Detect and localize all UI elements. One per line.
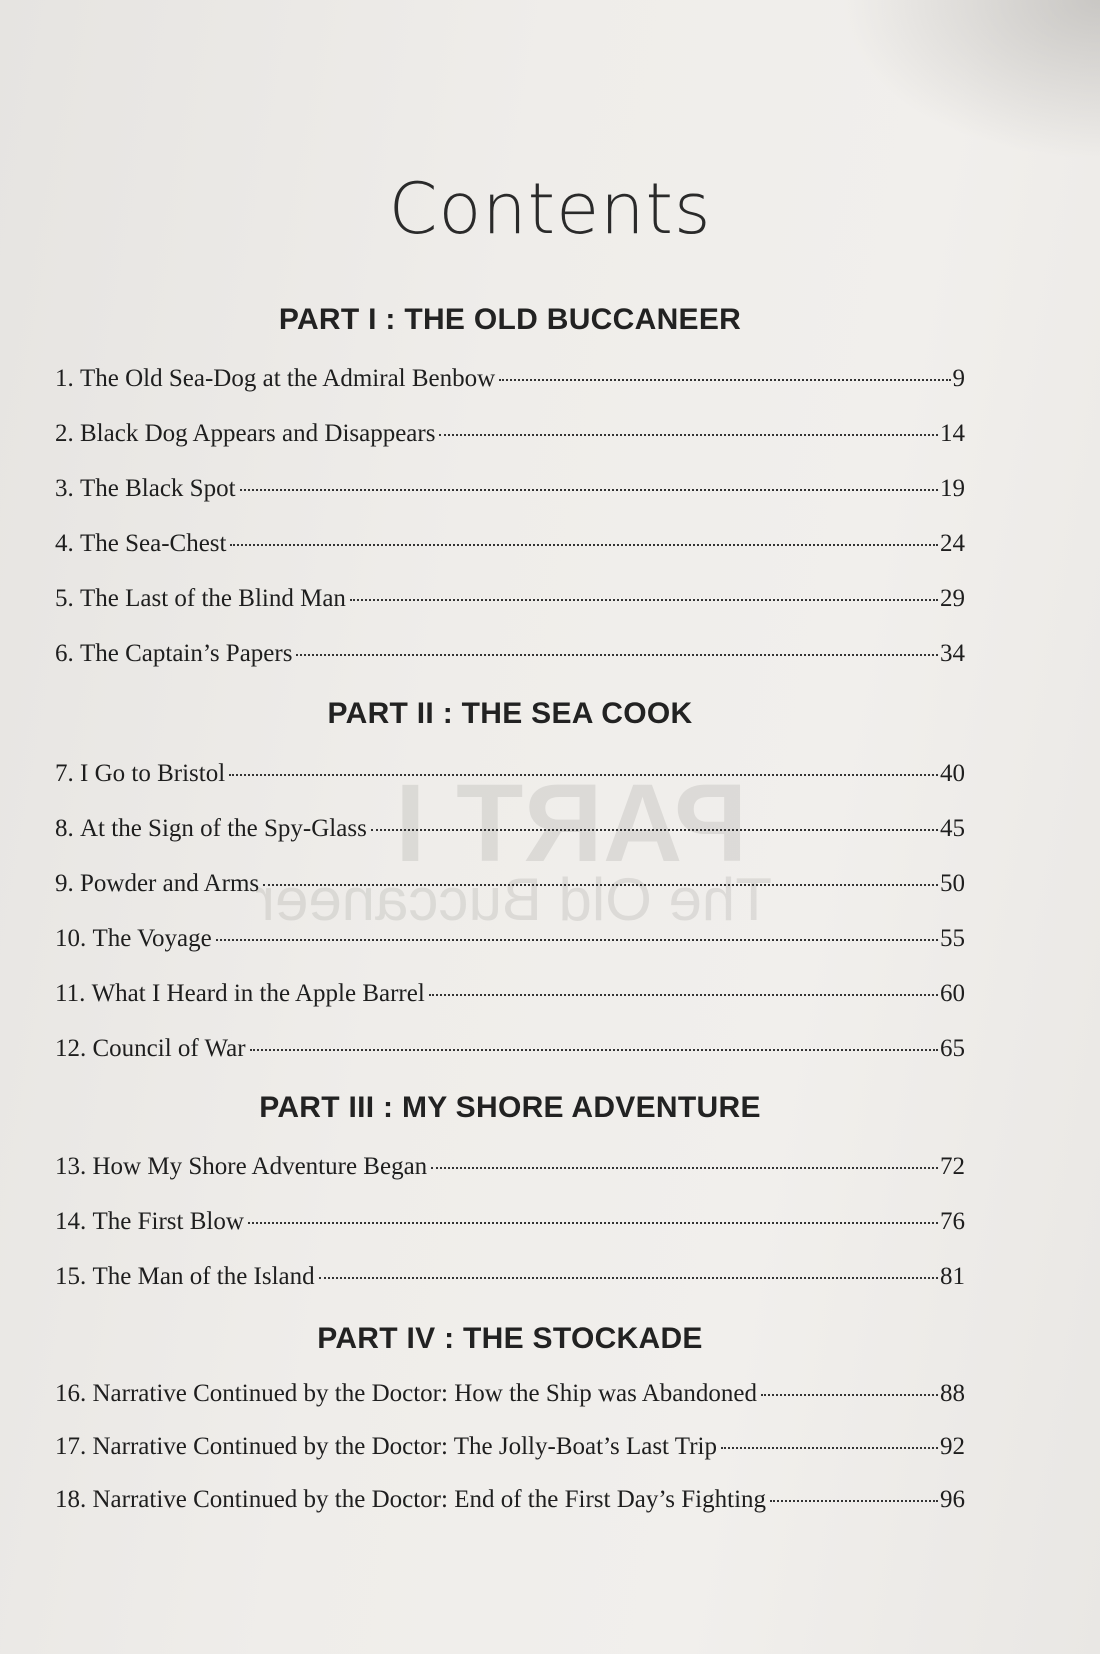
chapter-title: The Captain’s Papers [80, 640, 293, 667]
chapter-number: 5. [55, 585, 74, 612]
page-number: 55 [940, 925, 965, 952]
chapter-title: What I Heard in the Apple Barrel [91, 980, 425, 1007]
chapter-number: 13. [55, 1153, 87, 1180]
toc-entry [55, 530, 965, 564]
page-number: 92 [940, 1433, 965, 1460]
part-heading: PART IV : THE STOCKADE [317, 1322, 703, 1355]
part-heading: PART III : MY SHORE ADVENTURE [259, 1091, 761, 1124]
page-corner-shadow [840, 0, 1100, 160]
page-number: 34 [940, 640, 965, 667]
chapter-title: The Sea-Chest [80, 530, 227, 557]
dot-leader [721, 1447, 938, 1449]
chapter-number: 2. [55, 420, 74, 447]
page-number: 40 [940, 760, 965, 787]
page-number: 76 [940, 1208, 965, 1235]
dot-leader [248, 1222, 938, 1224]
toc-entry [55, 1208, 965, 1242]
chapter-title: The Black Spot [80, 475, 236, 502]
dot-leader [296, 654, 938, 656]
toc-entry [55, 870, 965, 904]
chapter-number: 15. [55, 1263, 87, 1290]
chapter-number: 6. [55, 640, 74, 667]
chapter-title: Council of War [92, 1035, 246, 1062]
chapter-number: 10. [55, 925, 87, 952]
page-number: 14 [940, 420, 965, 447]
dot-leader [230, 544, 938, 546]
chapter-title: The Last of the Blind Man [80, 585, 346, 612]
toc-entry [55, 760, 965, 794]
chapter-title: Black Dog Appears and Disappears [80, 420, 436, 447]
toc-entry [55, 475, 965, 509]
page-number: 24 [940, 530, 965, 557]
chapter-title: Powder and Arms [80, 870, 260, 897]
chapter-title: The Man of the Island [92, 1263, 315, 1290]
page-number: 60 [940, 980, 965, 1007]
toc-entry [55, 640, 965, 674]
page-number: 50 [940, 870, 965, 897]
toc-entry [55, 1153, 965, 1187]
chapter-number: 17. [55, 1433, 87, 1460]
dot-leader [439, 434, 938, 436]
dot-leader [250, 1049, 938, 1051]
chapter-title: How My Shore Adventure Began [92, 1153, 428, 1180]
chapter-number: 11. [55, 980, 86, 1007]
chapter-number: 18. [55, 1486, 87, 1513]
bleed-through-subtitle: The Old Buccaneer [255, 866, 772, 933]
page-title: Contents [388, 168, 712, 250]
toc-entry [55, 925, 965, 959]
toc-entry [55, 1263, 965, 1297]
toc-entry [55, 420, 965, 454]
chapter-title: The Old Sea-Dog at the Admiral Benbow [80, 365, 496, 392]
chapter-title: The First Blow [92, 1208, 244, 1235]
chapter-title: The Voyage [92, 925, 212, 952]
chapter-title: At the Sign of the Spy-Glass [80, 815, 367, 842]
chapter-number: 7. [55, 760, 74, 787]
toc-entry [55, 815, 965, 849]
dot-leader [761, 1394, 938, 1396]
toc-entry [55, 365, 965, 399]
chapter-number: 9. [55, 870, 74, 897]
chapter-number: 8. [55, 815, 74, 842]
toc-entry [55, 1035, 965, 1069]
chapter-number: 12. [55, 1035, 87, 1062]
page-number: 96 [940, 1486, 965, 1513]
chapter-number: 3. [55, 475, 74, 502]
page-number: 81 [940, 1263, 965, 1290]
dot-leader [319, 1277, 938, 1279]
dot-leader [240, 489, 938, 491]
chapter-title: Narrative Continued by the Doctor: The Jolly-Boat’s Last Trip [92, 1433, 717, 1460]
part-heading: PART II : THE SEA COOK [327, 697, 693, 730]
toc-entry [55, 1486, 965, 1520]
chapter-title: Narrative Continued by the Doctor: How the Ship was Abandoned [92, 1380, 757, 1407]
page-number: 29 [940, 585, 965, 612]
page-number: 9 [952, 365, 965, 392]
page-number: 19 [940, 475, 965, 502]
part-heading: PART I : THE OLD BUCCANEER [278, 303, 742, 336]
dot-leader [229, 774, 938, 776]
dot-leader [499, 379, 950, 381]
toc-entry [55, 1433, 965, 1467]
dot-leader [216, 939, 938, 941]
page-number: 45 [940, 815, 965, 842]
toc-entry [55, 980, 965, 1014]
bleed-through-part-word: PART I [395, 762, 748, 885]
dot-leader [431, 1167, 938, 1169]
dot-leader [263, 884, 938, 886]
page-number: 88 [940, 1380, 965, 1407]
toc-entry [55, 1380, 965, 1414]
dot-leader [770, 1500, 938, 1502]
chapter-number: 14. [55, 1208, 87, 1235]
chapter-number: 4. [55, 530, 74, 557]
chapter-number: 16. [55, 1380, 87, 1407]
page-number: 65 [940, 1035, 965, 1062]
chapter-number: 1. [55, 365, 74, 392]
page-number: 72 [940, 1153, 965, 1180]
dot-leader [429, 994, 938, 996]
chapter-title: Narrative Continued by the Doctor: End of the First Day’s Fighting [92, 1486, 767, 1513]
dot-leader [371, 829, 938, 831]
toc-entry [55, 585, 965, 619]
chapter-title: I Go to Bristol [80, 760, 226, 787]
dot-leader [350, 599, 938, 601]
